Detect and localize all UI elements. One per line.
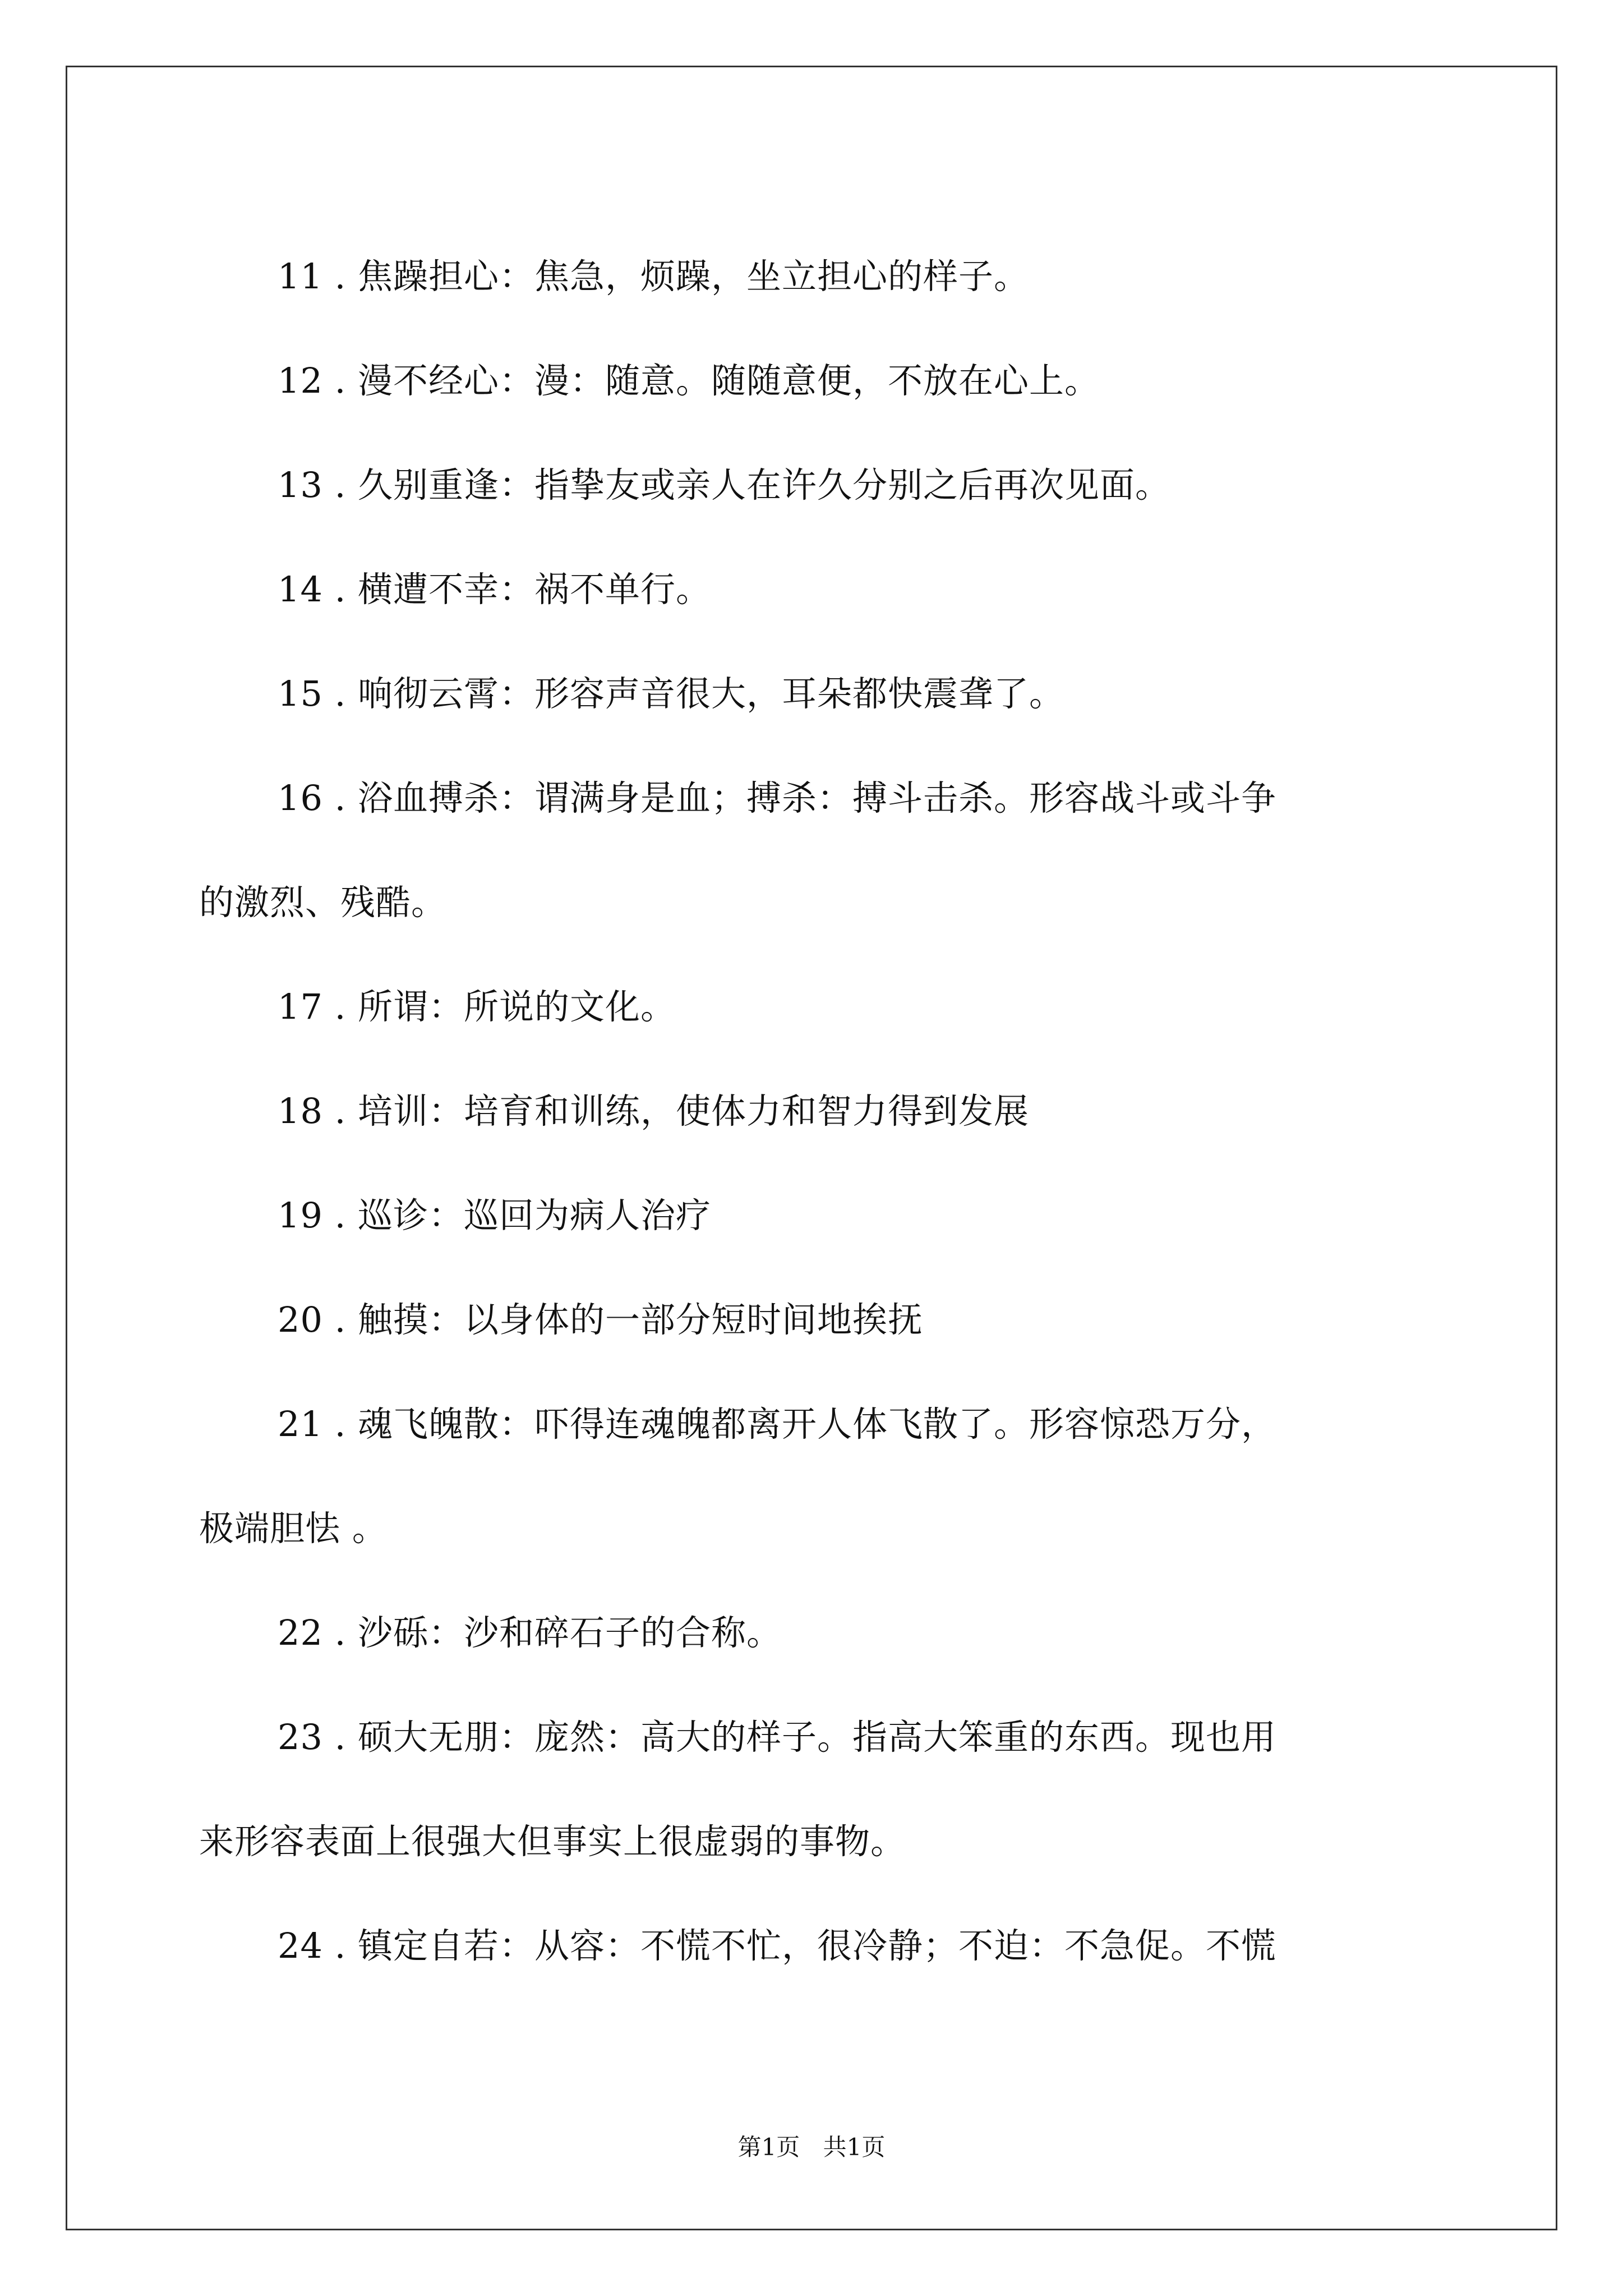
page-footer — [0, 2129, 1623, 2162]
entry-22: 22 . 沙砾：沙和碎石子的合称。 — [278, 1612, 782, 1653]
entry-20: 20 . 触摸：以身体的一部分短时间地挨抚 — [278, 1299, 924, 1340]
entry-19: 19 . 巡诊：巡回为病人治疗 — [278, 1195, 712, 1236]
entry-11: 11 . 焦躁担心：焦急，烦躁，坐立担心的样子。 — [278, 256, 1030, 297]
entry-15: 15 . 响彻云霄：形容声音很大，耳朵都快震聋了。 — [278, 673, 1065, 714]
entry-21: 21 . 魂飞魄散：吓得连魂魄都离开人体飞散了。形容惊恐万分， 极端胆怯 。 — [199, 1404, 1277, 1549]
entry-23: 23 . 硕大无朋：庞然：高大的样子。指高大笨重的东西。现也用 来形容表面上很强大但事实上很虚弱的事物。 — [199, 1717, 1277, 1862]
document-body — [199, 224, 1433, 1998]
page-total: 共1页 — [823, 2133, 886, 2161]
entry-17: 17 . 所谓：所说的文化。 — [278, 986, 676, 1027]
page-number: 第1页 — [737, 2133, 800, 2161]
entry-12: 12 . 漫不经心：漫：随意。随随意便，不放在心上。 — [278, 360, 1100, 401]
entry-18: 18 . 培训：培育和训练，使体力和智力得到发展 — [278, 1091, 1030, 1131]
entry-13: 13 . 久别重逢：指挚友或亲人在许久分别之后再次见面。 — [278, 464, 1171, 505]
entry-24: 24 . 镇定自若：从容：不慌不忙，很冷静；不迫：不急促。不慌 — [278, 1925, 1277, 1966]
entry-16: 16 . 浴血搏杀：谓满身是血；搏杀：搏斗击杀。形容战斗或斗争 的激烈、残酷。 — [199, 777, 1277, 923]
entry-14: 14 . 横遭不幸：祸不单行。 — [278, 569, 712, 610]
